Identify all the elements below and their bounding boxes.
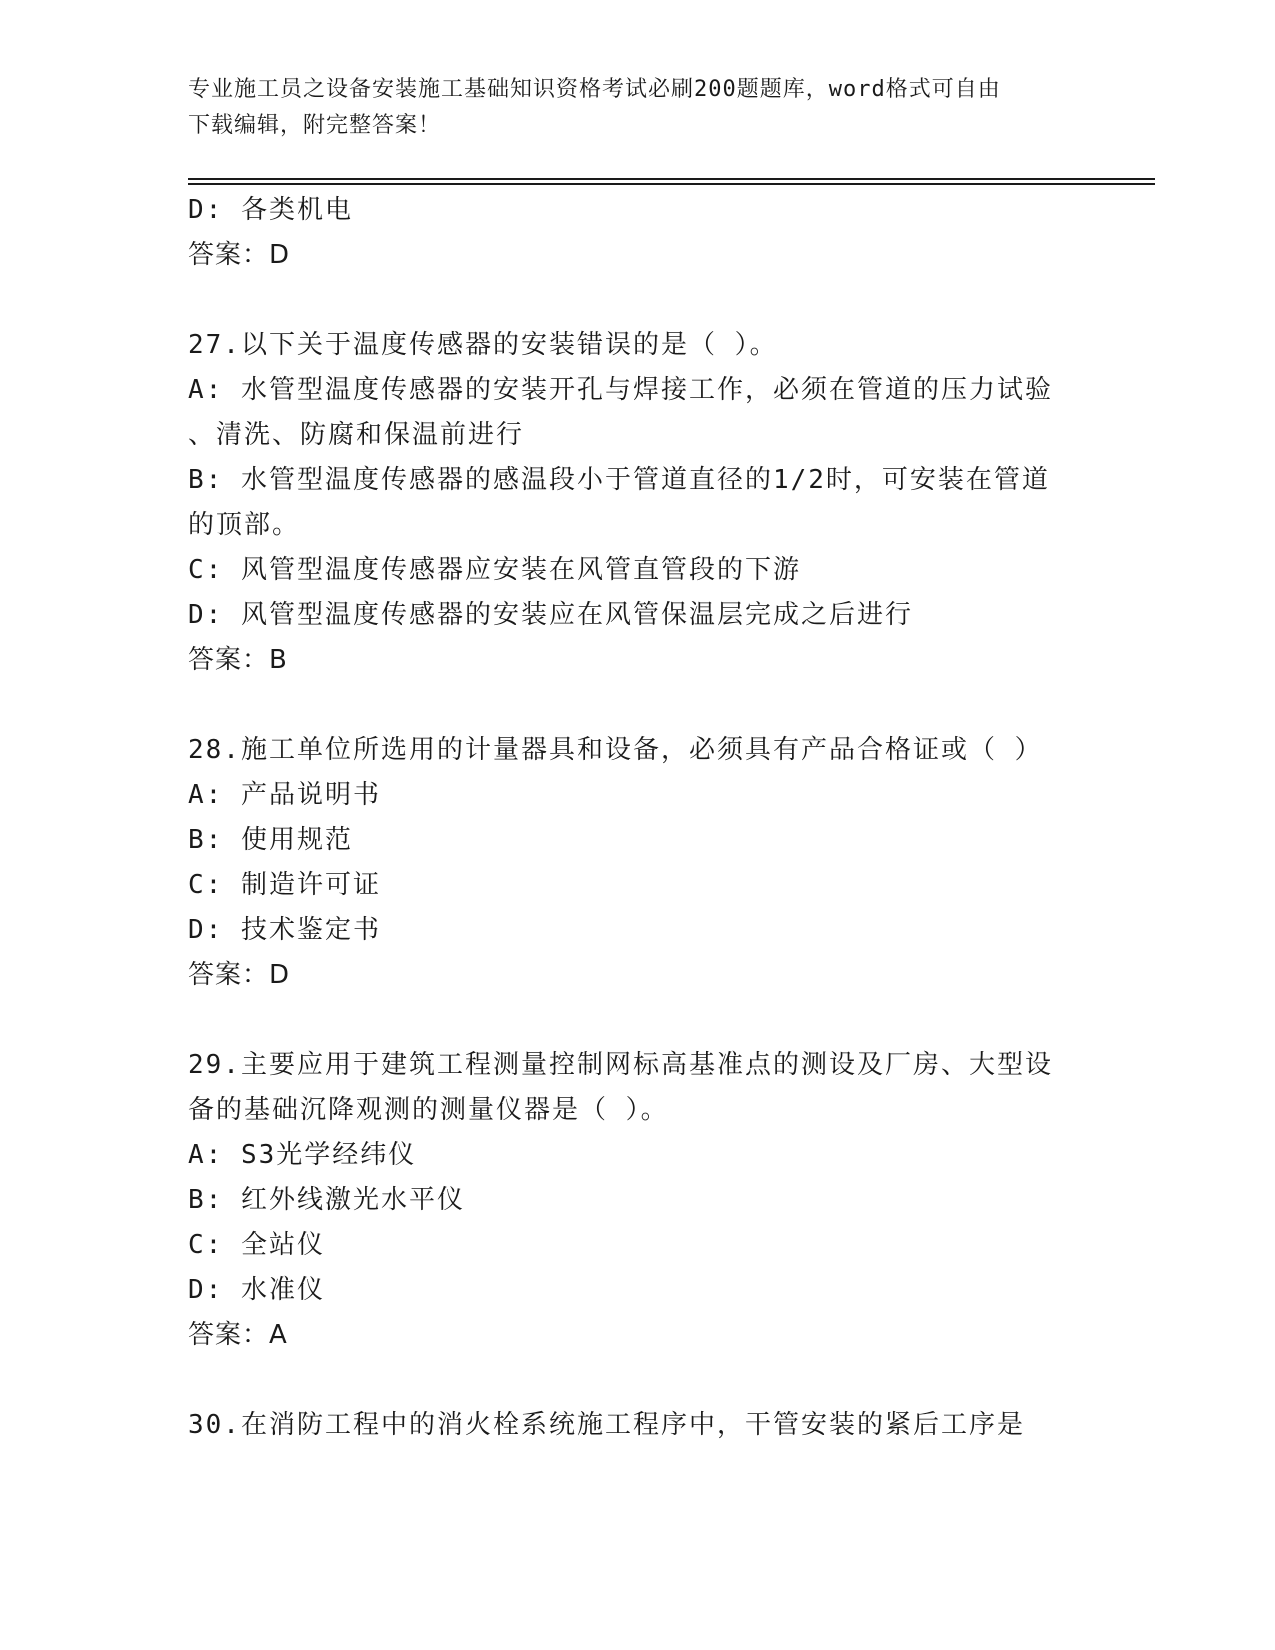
header-divider-bottom [188,183,1155,185]
spacer [188,278,1088,323]
option-a: A: S3光学经纬仪 [188,1140,417,1170]
question-stem: 27.以下关于温度传感器的安装错误的是（ ）。 [188,330,778,360]
question-26-tail [188,188,1088,278]
header-line-1: 专业施工员之设备安装施工基础知识资格考试必刷200题题库，word格式可自由 [188,77,1001,102]
option-a-line-1: A: 水管型温度传感器的安装开孔与焊接工作，必须在管道的压力试验 [188,375,1053,405]
question-30 [188,1403,1088,1448]
option-d: D: 水准仪 [188,1275,325,1305]
document-body [188,188,1088,1448]
option-c: C: 制造许可证 [188,870,381,900]
answer: 答案：A [188,1320,288,1350]
spacer [188,998,1088,1043]
answer: 答案：B [188,645,288,675]
option-b: B: 红外线激光水平仪 [188,1185,465,1215]
option-c: C: 全站仪 [188,1230,325,1260]
question-stem-line-1: 29.主要应用于建筑工程测量控制网标高基准点的测设及厂房、大型设 [188,1050,1053,1080]
header-line-2: 下载编辑，附完整答案！ [188,113,442,138]
option-a: A: 产品说明书 [188,780,381,810]
header-divider-top [188,178,1155,180]
question-stem-line-2: 备的基础沉降观测的测量仪器是（ ）。 [188,1095,669,1125]
question-29 [188,1043,1088,1358]
spacer [188,1358,1088,1403]
question-stem: 28.施工单位所选用的计量器具和设备，必须具有产品合格证或（ ） [188,735,1043,765]
option-b-line-1: B: 水管型温度传感器的感温段小于管道直径的1/2时，可安装在管道 [188,465,1050,495]
option-d: D: 技术鉴定书 [188,915,381,945]
option-a-line-2: 、清洗、防腐和保温前进行 [188,420,525,450]
document-header [188,72,1068,144]
option-c: C: 风管型温度传感器应安装在风管直管段的下游 [188,555,801,585]
spacer [188,683,1088,728]
answer: 答案：D [188,240,291,270]
question-27 [188,323,1088,683]
option-d: D: 风管型温度传感器的安装应在风管保温层完成之后进行 [188,600,913,630]
option-b-line-2: 的顶部。 [188,510,301,540]
option-b: B: 使用规范 [188,825,353,855]
question-stem-line-1: 30.在消防工程中的消火栓系统施工程序中，干管安装的紧后工序是 [188,1410,1025,1440]
answer: 答案：D [188,960,291,990]
question-28 [188,728,1088,998]
option-d: D: 各类机电 [188,195,353,225]
